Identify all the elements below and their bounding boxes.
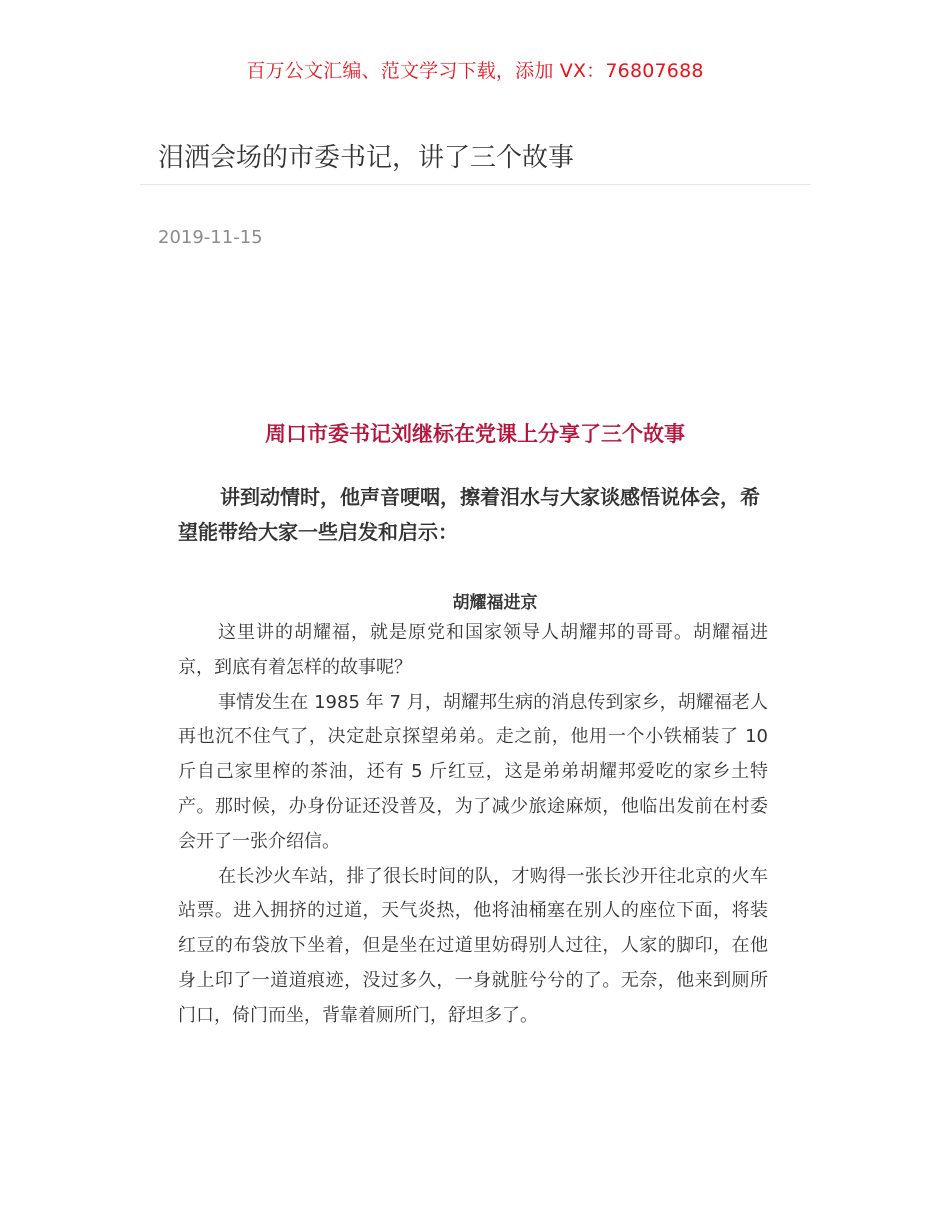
article-title: 泪洒会场的市委书记，讲了三个故事 [158, 143, 575, 173]
body-paragraph: 事情发生在 1985 年 7 月，胡耀邦生病的消息传到家乡，胡耀福老人再也沉不住气了，决定赴京探望弟弟。走之前，他用一个小铁桶装了 10 斤自己家里榨的茶油，还有 5 斤红豆，这是弟弟胡耀邦爱吃的家乡土特产。那时候，办身份证还没普及，为了减少旅途麻烦，他临出发前在村委会开了一张介绍信。 [178, 691, 768, 852]
article-body [178, 616, 768, 1034]
title-divider [140, 184, 811, 185]
body-paragraph: 这里讲的胡耀福，就是原党和国家领导人胡耀邦的哥哥。胡耀福进京，到底有着怎样的故事呢？ [178, 622, 768, 678]
publish-date: 2019-11-15 [158, 227, 263, 248]
section-title: 胡耀福进京 [452, 593, 538, 613]
article-subheading: 周口市委书记刘继标在党课上分享了三个故事 [265, 422, 685, 446]
promo-banner: 百万公文汇编、范文学习下载，添加 VX：76807688 [246, 60, 704, 82]
lead-paragraph: 讲到动情时，他声音哽咽，擦着泪水与大家谈感悟说体会，希望能带给大家一些启发和启示： [178, 485, 760, 544]
body-paragraph: 在长沙火车站，排了很长时间的队，才购得一张长沙开往北京的火车站票。进入拥挤的过道，天气炎热，他将油桶塞在别人的座位下面，将装红豆的布袋放下坐着，但是坐在过道里妨碍别人过往，人家的脚印，在他身上印了一道道痕迹，没过多久，一身就脏兮兮的了。无奈，他来到厕所门口，倚门而坐，背靠着厕所门，舒坦多了。 [178, 865, 768, 1026]
